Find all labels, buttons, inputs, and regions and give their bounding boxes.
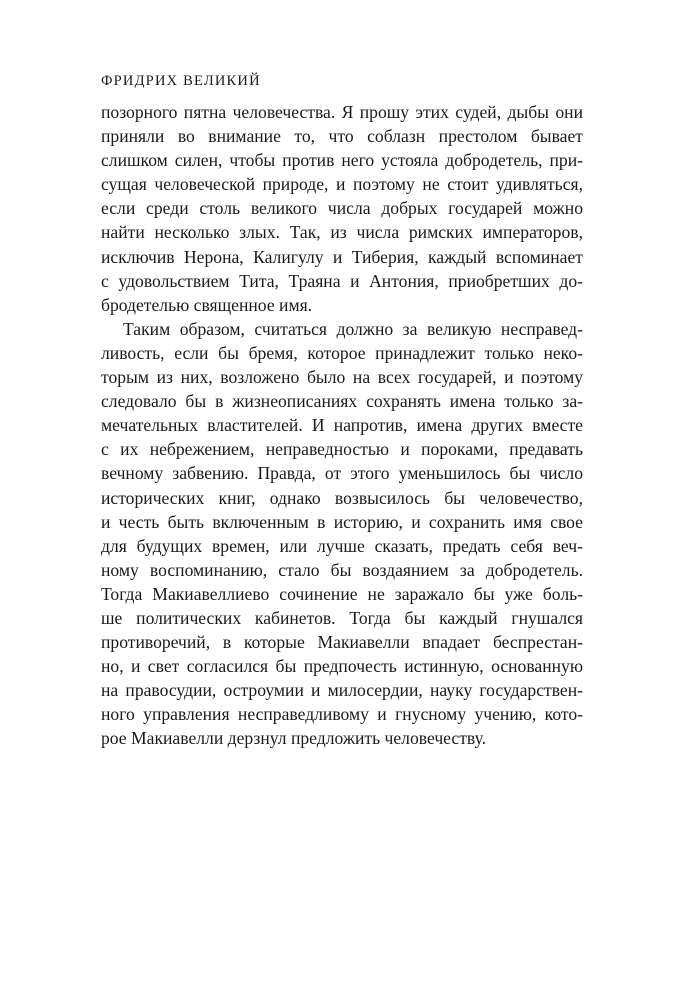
text-line: исторических книг, однако возвысилось бы человечество, xyxy=(101,487,583,508)
text-line: позорного пятна человечества. Я прошу этих судей, дыбы они xyxy=(101,102,583,122)
text-line: и честь быть включенным в историю, и сохранить имя свое xyxy=(101,511,583,532)
text-line: торым из них, возложено было на всех государей, и поэтому xyxy=(101,367,583,388)
text-line: рое Макиавелли дерзнул предложить человечеству. xyxy=(101,728,487,749)
text-line: ливость, если бы бремя, которое принадлежит только неко- xyxy=(101,342,583,363)
text-line: слишком силен, чтобы против него устояла добродетель, при- xyxy=(101,150,583,171)
text-line: но, и свет согласился бы предпочесть истинную, основанную xyxy=(101,656,583,677)
text-line: для будущих времен, или лучше сказать, предать себя веч- xyxy=(101,535,583,556)
text-line: с их небрежением, неправедностью и пороками, предавать xyxy=(101,439,583,460)
paragraph-1 xyxy=(101,100,583,317)
body-text xyxy=(101,100,583,751)
text-line: на правосудии, остроумии и милосердии, науку государствен- xyxy=(101,680,583,701)
text-line: если среди столь великого числа добрых государей можно xyxy=(101,198,583,219)
text-line: ного управления несправедливому и гнусному учению, кото- xyxy=(101,704,583,725)
text-line: исключив Нерона, Калигулу и Тиберия, каждый вспоминает xyxy=(101,246,583,267)
text-line: приняли во внимание то, что соблазн престолом бывает xyxy=(101,126,583,147)
text-line: Таким образом, считаться должно за великую несправед- xyxy=(123,318,583,339)
text-line: бродетелью священное имя. xyxy=(101,294,313,315)
text-line: найти несколько злых. Так, из числа римских императоров, xyxy=(101,222,583,243)
text-line: следовало бы в жизнеописаниях сохранять имена только за- xyxy=(101,391,583,412)
text-line: сущая человеческой природе, и поэтому не стоит удивляться, xyxy=(101,174,583,195)
running-head: ФРИДРИХ ВЕЛИКИЙ xyxy=(101,73,261,89)
text-line: вечному забвению. Правда, от этого уменьшилось бы число xyxy=(101,463,583,484)
text-line: Тогда Макиавеллиево сочинение не заражало бы уже боль- xyxy=(101,583,583,604)
text-line: противоречий, в которые Макиавелли впадает беспрестан- xyxy=(101,632,583,653)
paragraph-2 xyxy=(101,317,583,751)
text-line: мечательных властителей. И напротив, имена других вместе xyxy=(101,415,583,436)
text-line: ше политических кабинетов. Тогда бы каждый гнушался xyxy=(101,607,583,628)
text-line: с удовольствием Тита, Траяна и Антония, приобретших до- xyxy=(101,270,583,291)
text-line: ному воспоминанию, стало бы воздаянием за добродетель. xyxy=(101,559,583,580)
